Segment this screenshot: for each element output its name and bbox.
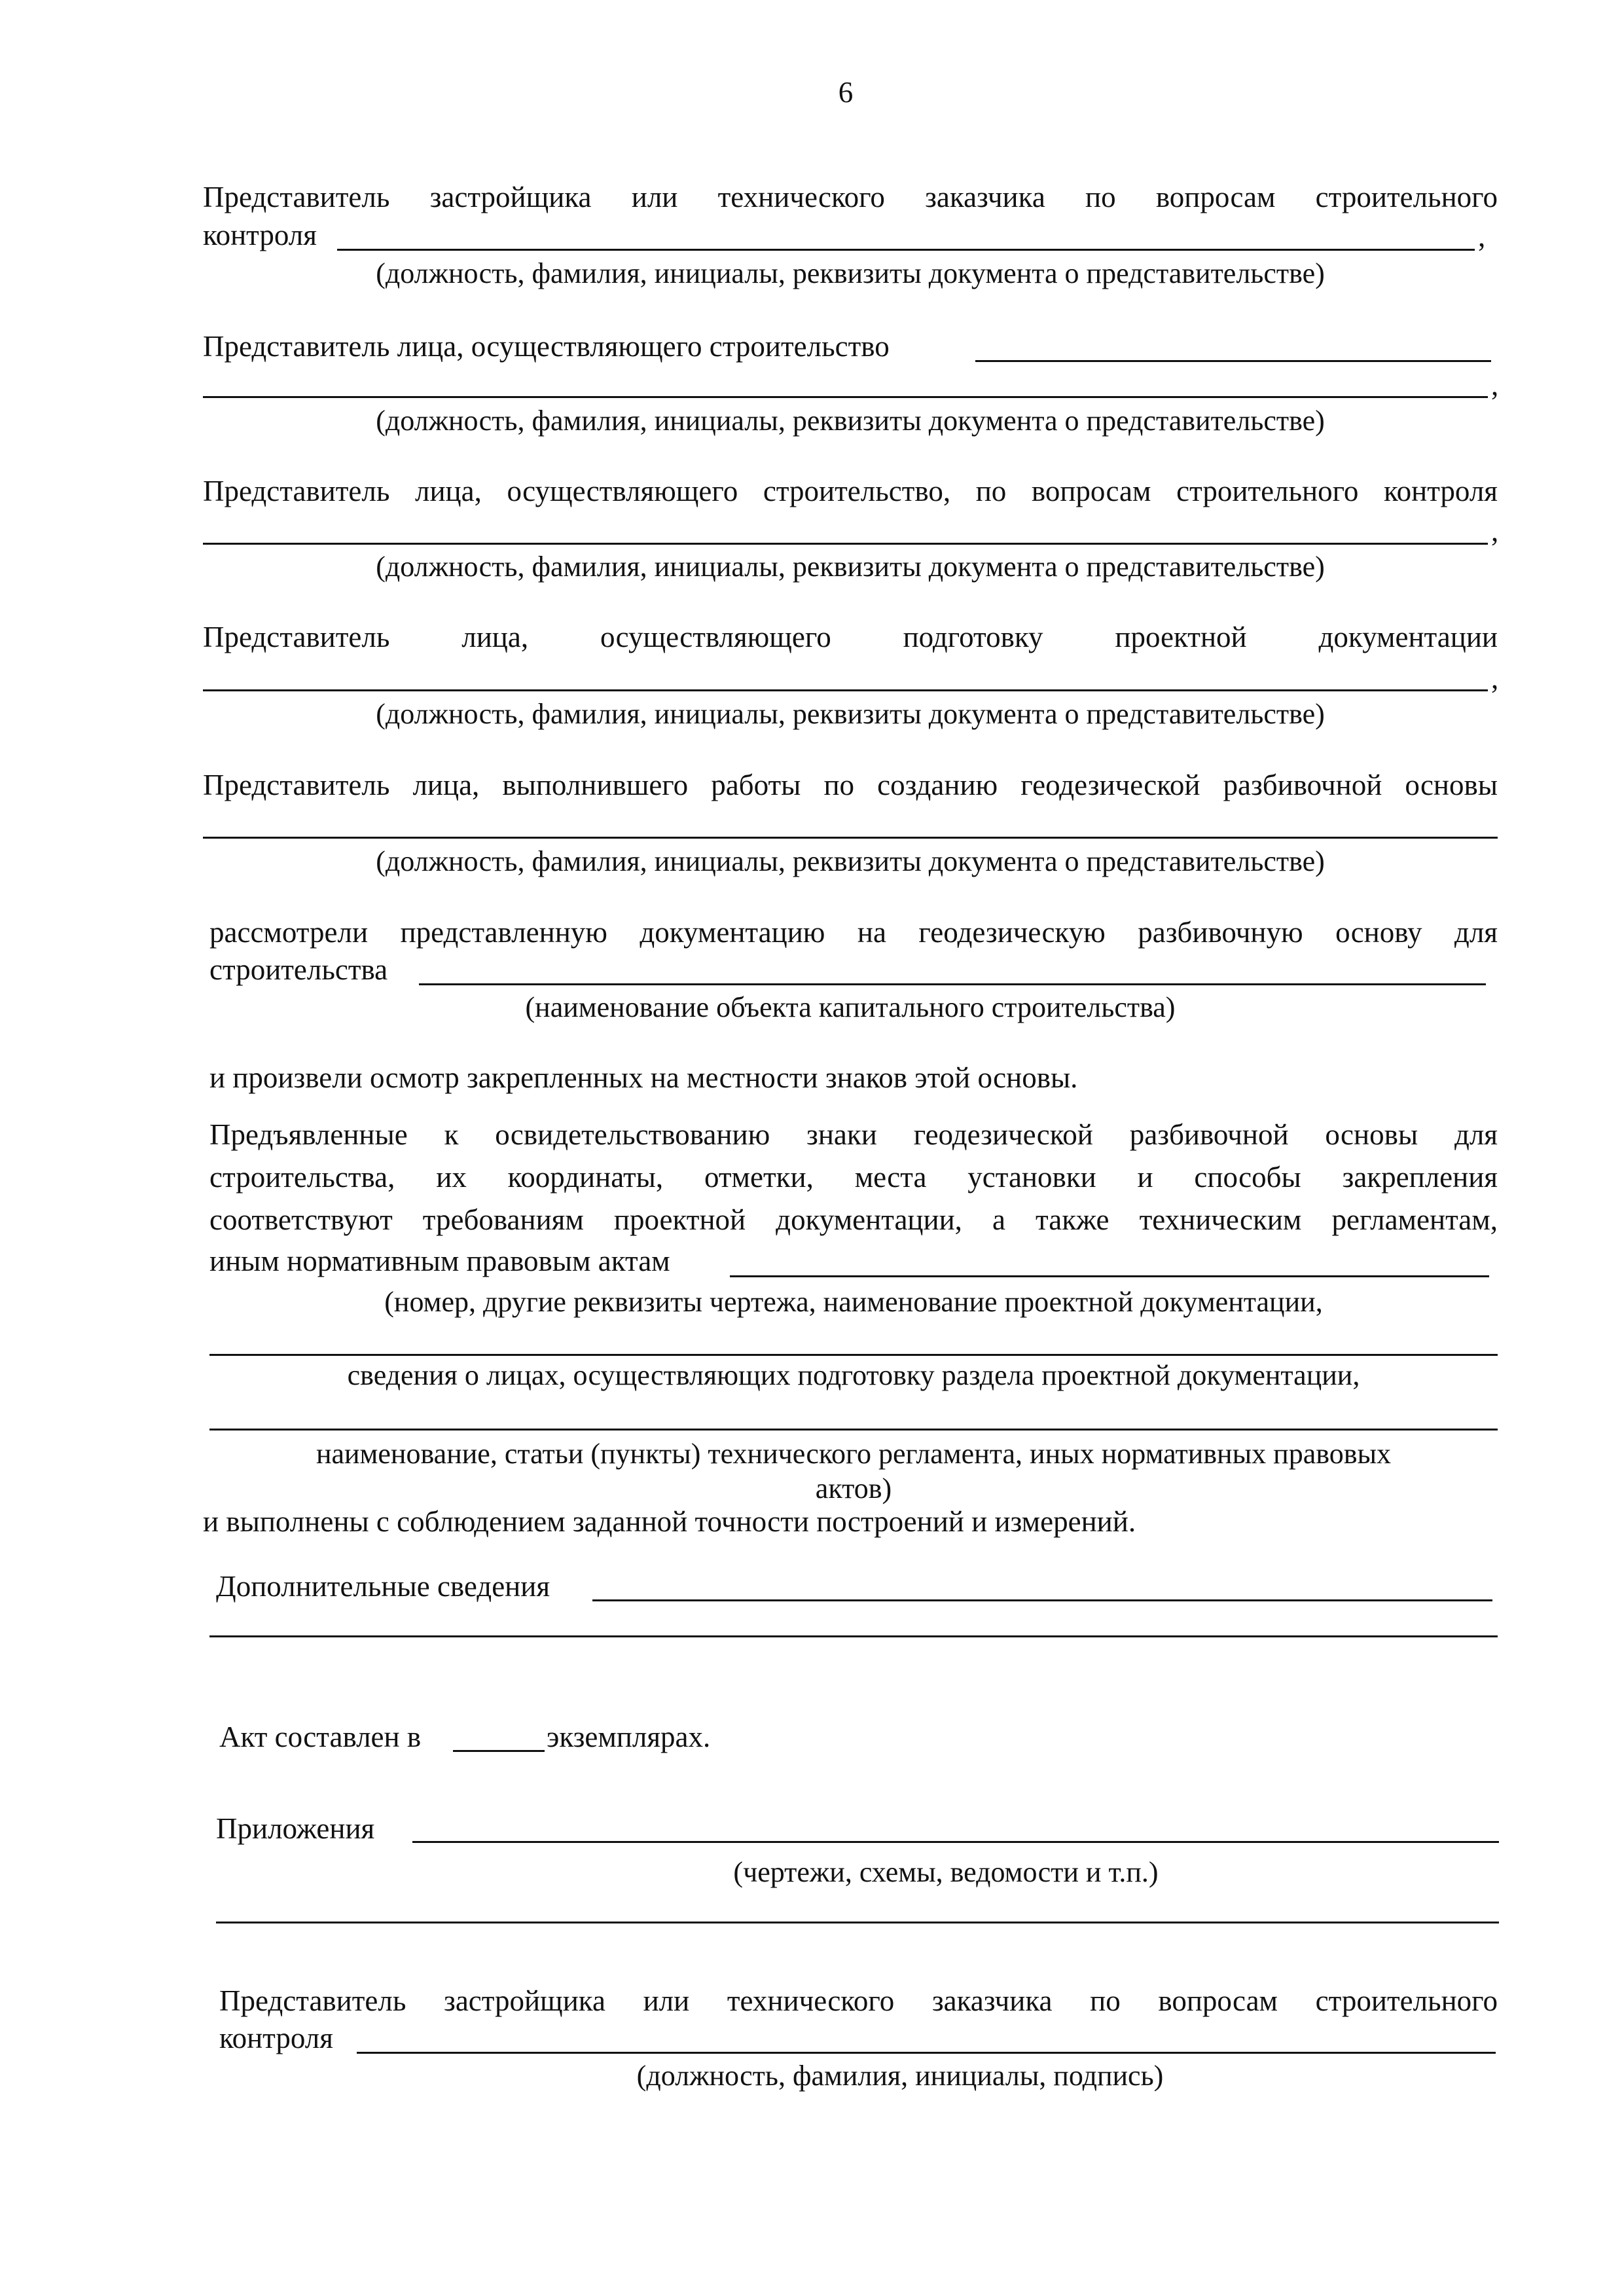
builder-rep-field-line2[interactable] <box>203 396 1488 398</box>
inspection-text: и произвели осмотр закрепленных на местности знаков этой основы. <box>209 1061 1078 1094</box>
developer-rep-line: Представитель застройщика или технического заказчика по вопросам строительного <box>203 181 1498 213</box>
conformity-text: соответствуют требованиям проектной документации, а также техническим регламентам, <box>209 1203 1498 1236</box>
designer-rep-field[interactable] <box>203 689 1488 691</box>
developer-signature-label: контроля <box>219 2022 333 2054</box>
field-comma: , <box>1478 220 1486 253</box>
regulations-field[interactable] <box>730 1275 1489 1277</box>
field-caption: наименование, статьи (пункты) технического регламента, иных нормативных правовых <box>316 1438 1392 1470</box>
field-caption: (должность, фамилия, инициалы, подпись) <box>636 2060 1164 2092</box>
field-caption: актов) <box>815 1472 892 1504</box>
attachments-field-line2[interactable] <box>216 1922 1499 1923</box>
copies-prefix: Акт составлен в <box>219 1721 422 1753</box>
geodesy-rep-label: Представитель лица, выполнившего работы по созданию геодезической разбивочной основы <box>203 769 1498 801</box>
builder-control-rep-label: Представитель лица, осуществляющего строительство, по вопросам строительного контроля <box>203 475 1498 507</box>
field-caption: (чертежи, схемы, ведомости и т.п.) <box>733 1856 1159 1888</box>
regulations-field-line3[interactable] <box>209 1429 1498 1430</box>
developer-rep-label: контроля <box>203 219 317 251</box>
additional-info-field-line2[interactable] <box>209 1635 1498 1637</box>
object-name-field[interactable] <box>419 983 1486 985</box>
field-caption: (наименование объекта капитального строительства) <box>525 991 1176 1023</box>
field-caption: (должность, фамилия, инициалы, реквизиты документа о представительстве) <box>376 405 1325 437</box>
developer-rep-field[interactable] <box>337 249 1475 251</box>
copies-count-field[interactable] <box>453 1750 545 1752</box>
attachments-label: Приложения <box>216 1812 375 1845</box>
conformity-label: иным нормативным правовым актам <box>209 1245 670 1277</box>
page-number: 6 <box>838 76 854 109</box>
regulations-field-line2[interactable] <box>209 1354 1498 1356</box>
review-text: рассмотрели представленную документацию на геодезическую разбивочную основу для <box>209 916 1498 949</box>
conformity-text: строительства, их координаты, отметки, места установки и способы закрепления <box>209 1161 1498 1194</box>
field-caption: (номер, другие реквизиты чертежа, наименование проектной документации, <box>384 1286 1323 1318</box>
developer-signature-field[interactable] <box>357 2052 1496 2054</box>
additional-info-field[interactable] <box>592 1599 1492 1601</box>
builder-rep-label: Представитель лица, осуществляющего строительство <box>203 330 890 363</box>
additional-info-label: Дополнительные сведения <box>216 1570 550 1603</box>
builder-control-rep-field[interactable] <box>203 543 1488 545</box>
review-label: строительства <box>209 953 388 986</box>
conformity-text: Предъявленные к освидетельствованию знаки геодезической разбивочной основы для <box>209 1118 1498 1151</box>
copies-suffix: экземплярах. <box>547 1721 711 1753</box>
field-comma: , <box>1491 662 1499 695</box>
accuracy-text: и выполнены с соблюдением заданной точности построений и измерений. <box>203 1505 1136 1538</box>
geodesy-rep-field[interactable] <box>203 837 1498 839</box>
field-caption: (должность, фамилия, инициалы, реквизиты документа о представительстве) <box>376 551 1325 583</box>
field-comma: , <box>1491 515 1499 547</box>
field-caption: (должность, фамилия, инициалы, реквизиты документа о представительстве) <box>376 257 1325 289</box>
attachments-field[interactable] <box>412 1841 1499 1843</box>
builder-rep-field[interactable] <box>975 360 1491 362</box>
field-comma: , <box>1491 369 1499 401</box>
designer-rep-label: Представитель лица, осуществляющего подготовку проектной документации <box>203 621 1498 653</box>
field-caption: (должность, фамилия, инициалы, реквизиты документа о представительстве) <box>376 845 1325 877</box>
field-caption: сведения о лицах, осуществляющих подготовку раздела проектной документации, <box>347 1359 1360 1391</box>
field-caption: (должность, фамилия, инициалы, реквизиты документа о представительстве) <box>376 698 1325 730</box>
developer-signature-line: Представитель застройщика или технического заказчика по вопросам строительного <box>219 1984 1498 2017</box>
